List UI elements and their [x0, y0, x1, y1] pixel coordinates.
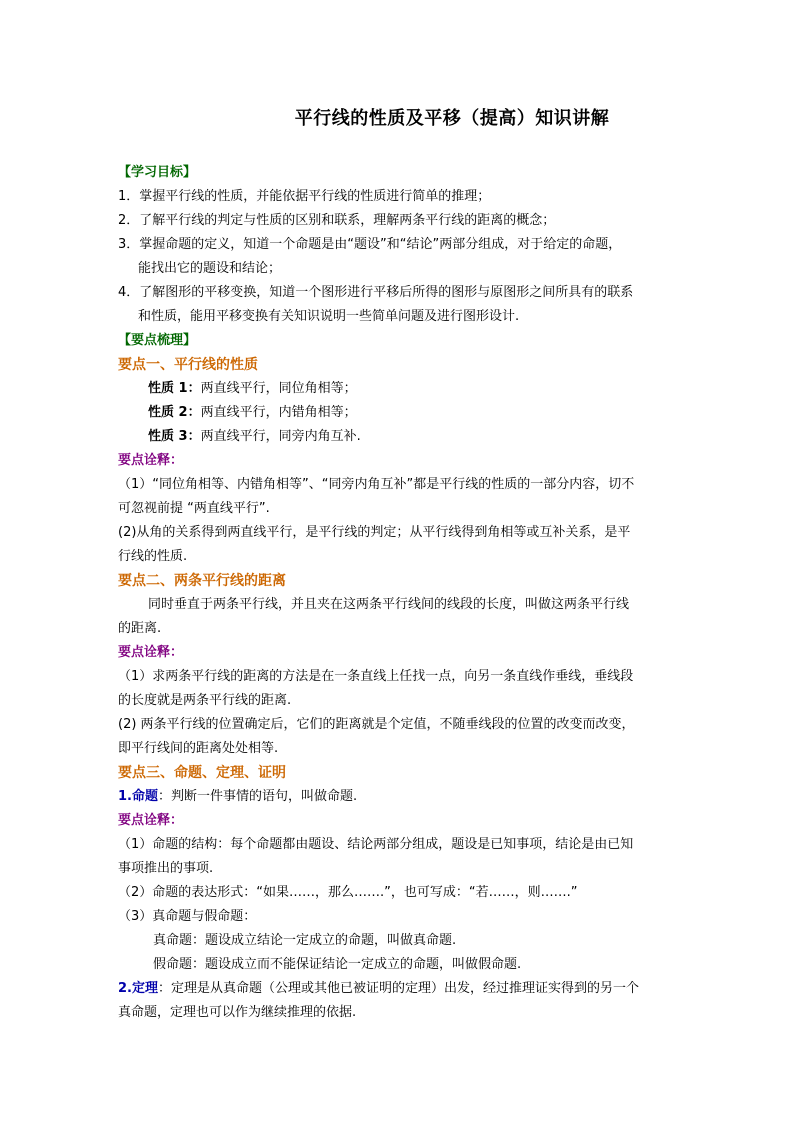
goal-item: 2．了解平行线的判定与性质的区别和联系，理解两条平行线的距离的概念； [118, 213, 556, 228]
points-heading: 【要点梳理】 [118, 333, 197, 348]
page-title: 平行线的性质及平移（提高）知识讲解 [294, 108, 610, 129]
note-line: 事项推出的事项. [118, 861, 214, 876]
note-label: 要点诠释： [118, 813, 184, 828]
point3-heading: 要点三、命题、定理、证明 [118, 765, 286, 781]
true-proposition: 真命题：题设成立结论一定成立的命题，叫做真命题. [153, 933, 457, 948]
note-line: （1）“同位角相等、内错角相等”、“同旁内角互补”都是平行线的性质的一部分内容，切不 [118, 477, 635, 492]
property-item [148, 377, 708, 401]
note-label: 要点诠释： [118, 645, 184, 660]
goal-item: 能找出它的题设和结论； [138, 261, 282, 276]
note-line: 可忽视前提 “两直线平行”. [118, 501, 270, 516]
proposition-label: 1.命题 [118, 789, 158, 804]
note-line: 行线的性质. [118, 549, 188, 564]
note-label: 要点诠释： [118, 453, 184, 468]
note-line: 即平行线间的距离处处相等. [118, 741, 279, 756]
note-line: （1）命题的结构：每个命题都由题设、结论两部分组成，题设是已知事项，结论是由已知 [118, 837, 634, 852]
property-item [148, 401, 708, 425]
paragraph-line: 的距离. [118, 621, 162, 636]
proposition-definition [118, 785, 678, 809]
property-label: 性质 3： [148, 429, 201, 444]
note-line: （3）真命题与假命题： [118, 909, 257, 924]
false-proposition: 假命题：题设成立而不能保证结论一定成立的命题，叫做假命题. [153, 957, 522, 972]
paragraph-line: 同时垂直于两条平行线，并且夹在这两条平行线间的线段的长度，叫做这两条平行线 [148, 597, 630, 612]
point2-heading: 要点二、两条平行线的距离 [118, 573, 286, 589]
point1-heading: 要点一、平行线的性质 [118, 357, 258, 373]
property-label: 性质 1： [148, 381, 201, 396]
property-label: 性质 2： [148, 405, 201, 420]
theorem-label: 2.定理 [118, 981, 158, 996]
goal-item: 3．掌握命题的定义，知道一个命题是由“题设”和“结论”两部分组成，对于给定的命题， [118, 237, 622, 252]
goal-item: 和性质，能用平移变换有关知识说明一些简单问题及进行图形设计. [138, 309, 520, 324]
theorem-text-continued: 真命题，定理也可以作为继续推理的依据. [118, 1005, 357, 1020]
proposition-text: ：判断一件事情的语句，叫做命题. [157, 789, 358, 804]
property-text: 两直线平行，同位角相等； [200, 381, 357, 396]
property-item [148, 425, 708, 449]
note-line: （2）命题的表达形式：“如果……，那么…….”，也可写成：“若……，则…….” [118, 885, 578, 900]
goals-heading: 【学习目标】 [118, 165, 197, 180]
note-line: (2) 两条平行线的位置确定后，它们的距离就是个定值，不随垂线段的位置的改变而改变， [118, 717, 635, 732]
goal-item: 1．掌握平行线的性质，并能依据平行线的性质进行简单的推理； [118, 189, 491, 204]
property-text: 两直线平行，同旁内角互补. [200, 429, 361, 444]
goal-item: 4．了解图形的平移变换，知道一个图形进行平移后所得的图形与原图形之间所具有的联系 [118, 285, 634, 300]
note-line: (2)从角的关系得到两直线平行，是平行线的判定；从平行线得到角相等或互补关系，是平 [118, 525, 631, 540]
note-line: （1）求两条平行线的距离的方法是在一条直线上任找一点，向另一条直线作垂线，垂线段 [118, 669, 634, 684]
theorem-text: ：定理是从真命题（公理或其他已被证明的定理）出发，经过推理证实得到的另一个 [157, 981, 639, 996]
note-line: 的长度就是两条平行线的距离. [118, 693, 292, 708]
property-text: 两直线平行，内错角相等； [200, 405, 357, 420]
theorem-definition [118, 977, 678, 1001]
